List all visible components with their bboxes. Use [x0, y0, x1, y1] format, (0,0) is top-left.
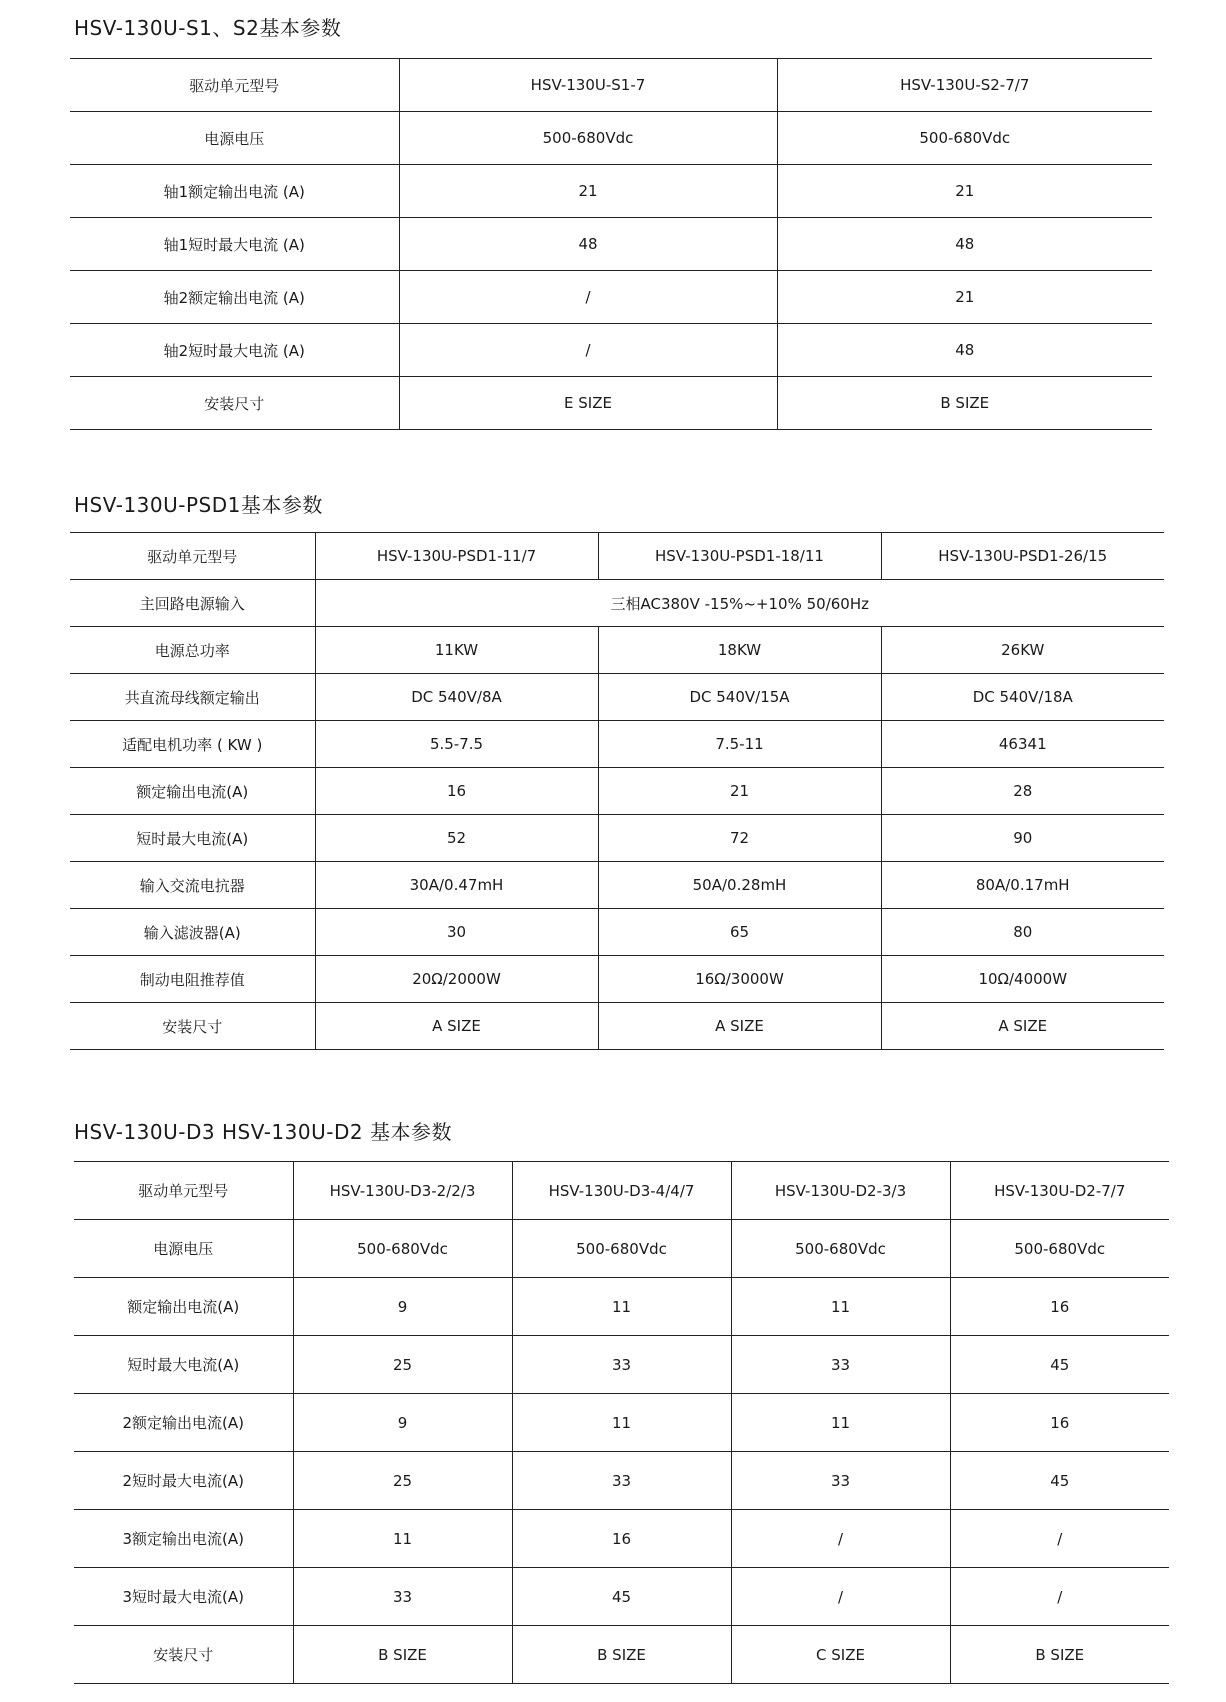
- param-value-cell: 21: [399, 165, 777, 218]
- param-label-cell: 短时最大电流(A): [70, 815, 315, 862]
- table-row: [74, 1162, 1169, 1220]
- param-value-cell: 25: [293, 1452, 512, 1510]
- param-value-cell: 21: [777, 271, 1152, 324]
- table-row: [70, 721, 1164, 768]
- param-value-cell: /: [731, 1510, 950, 1568]
- param-label-cell: 输入交流电抗器: [70, 862, 315, 909]
- section-title-d3-d2: HSV-130U-D3 HSV-130U-D2 基本参数: [74, 1120, 452, 1144]
- param-value-cell: 500-680Vdc: [512, 1220, 731, 1278]
- param-label-cell: 电源总功率: [70, 627, 315, 674]
- table-row: [74, 1452, 1169, 1510]
- param-label-cell: 轴1短时最大电流 (A): [70, 218, 399, 271]
- model-header-cell: HSV-130U-D3-4/4/7: [512, 1162, 731, 1220]
- section-title-psd1: HSV-130U-PSD1基本参数: [74, 493, 323, 517]
- param-value-cell: 30A/0.47mH: [315, 862, 598, 909]
- model-header-cell: HSV-130U-S1-7: [399, 59, 777, 112]
- param-value-cell: A SIZE: [598, 1003, 881, 1050]
- model-header-cell: HSV-130U-S2-7/7: [777, 59, 1152, 112]
- param-label-cell: 电源电压: [74, 1220, 293, 1278]
- param-value-cell: 30: [315, 909, 598, 956]
- param-label-cell: 输入滤波器(A): [70, 909, 315, 956]
- param-label-cell: 共直流母线额定输出: [70, 674, 315, 721]
- section-title-s1-s2: HSV-130U-S1、S2基本参数: [74, 16, 342, 40]
- param-value-cell: 50A/0.28mH: [598, 862, 881, 909]
- spec-table-psd1: [70, 532, 1164, 1050]
- param-value-cell: 16: [950, 1278, 1169, 1336]
- table-row: [70, 956, 1164, 1003]
- param-value-cell: 46341: [881, 721, 1164, 768]
- table-row: [70, 909, 1164, 956]
- param-value-cell: B SIZE: [777, 377, 1152, 430]
- model-header-cell: HSV-130U-D2-3/3: [731, 1162, 950, 1220]
- table-row: [74, 1278, 1169, 1336]
- table-row: [70, 377, 1152, 430]
- param-label-cell: 安装尺寸: [70, 1003, 315, 1050]
- param-label-cell: 额定输出电流(A): [70, 768, 315, 815]
- param-value-cell: B SIZE: [293, 1626, 512, 1684]
- param-value-cell: 90: [881, 815, 1164, 862]
- param-label-cell: 驱动单元型号: [70, 59, 399, 112]
- model-header-cell: HSV-130U-D3-2/2/3: [293, 1162, 512, 1220]
- param-value-cell: A SIZE: [881, 1003, 1164, 1050]
- param-label-cell: 适配电机功率 ( KW ): [70, 721, 315, 768]
- param-value-cell: 45: [950, 1452, 1169, 1510]
- param-label-cell: 安装尺寸: [74, 1626, 293, 1684]
- table-row: [70, 1003, 1164, 1050]
- param-value-cell: B SIZE: [512, 1626, 731, 1684]
- param-value-cell: DC 540V/8A: [315, 674, 598, 721]
- param-value-cell: 18KW: [598, 627, 881, 674]
- param-value-cell: /: [950, 1510, 1169, 1568]
- param-value-cell: 16: [512, 1510, 731, 1568]
- param-value-cell: /: [399, 271, 777, 324]
- param-value-cell: 10Ω/4000W: [881, 956, 1164, 1003]
- table-row: [70, 862, 1164, 909]
- param-value-cell: 48: [399, 218, 777, 271]
- param-value-cell: 72: [598, 815, 881, 862]
- param-value-cell: 33: [512, 1336, 731, 1394]
- param-label-cell: 制动电阻推荐值: [70, 956, 315, 1003]
- param-value-cell: 500-680Vdc: [731, 1220, 950, 1278]
- param-label-cell: 2额定输出电流(A): [74, 1394, 293, 1452]
- model-header-cell: HSV-130U-PSD1-11/7: [315, 533, 598, 580]
- param-value-cell: 65: [598, 909, 881, 956]
- table-row: [70, 533, 1164, 580]
- model-header-cell: HSV-130U-D2-7/7: [950, 1162, 1169, 1220]
- param-value-cell: 80: [881, 909, 1164, 956]
- param-value-cell: 9: [293, 1278, 512, 1336]
- param-value-cell: 16Ω/3000W: [598, 956, 881, 1003]
- param-value-cell: C SIZE: [731, 1626, 950, 1684]
- table-row: [70, 112, 1152, 165]
- table-row: [74, 1510, 1169, 1568]
- param-value-cell: /: [731, 1568, 950, 1626]
- table-row: [70, 768, 1164, 815]
- param-label-cell: 轴2短时最大电流 (A): [70, 324, 399, 377]
- param-value-cell: /: [950, 1568, 1169, 1626]
- param-value-cell: 80A/0.17mH: [881, 862, 1164, 909]
- table-row: [70, 324, 1152, 377]
- param-value-cell: DC 540V/18A: [881, 674, 1164, 721]
- param-label-cell: 驱动单元型号: [74, 1162, 293, 1220]
- param-value-cell: 三相AC380V -15%~+10% 50/60Hz: [315, 580, 1164, 627]
- table-row: [74, 1626, 1169, 1684]
- param-value-cell: /: [399, 324, 777, 377]
- table-row: [70, 580, 1164, 627]
- param-value-cell: 16: [315, 768, 598, 815]
- spec-table-s1-s2: [70, 58, 1152, 430]
- param-value-cell: 48: [777, 218, 1152, 271]
- table-row: [70, 815, 1164, 862]
- table-row: [70, 271, 1152, 324]
- param-value-cell: 33: [512, 1452, 731, 1510]
- param-value-cell: E SIZE: [399, 377, 777, 430]
- param-value-cell: 7.5-11: [598, 721, 881, 768]
- table-row: [70, 165, 1152, 218]
- table-row: [74, 1220, 1169, 1278]
- param-label-cell: 轴2额定输出电流 (A): [70, 271, 399, 324]
- param-label-cell: 3额定输出电流(A): [74, 1510, 293, 1568]
- param-value-cell: 45: [950, 1336, 1169, 1394]
- param-value-cell: 33: [731, 1452, 950, 1510]
- spec-table-d3-d2: [74, 1161, 1169, 1684]
- param-value-cell: 11: [293, 1510, 512, 1568]
- table-row: [74, 1568, 1169, 1626]
- param-value-cell: 500-680Vdc: [399, 112, 777, 165]
- model-header-cell: HSV-130U-PSD1-26/15: [881, 533, 1164, 580]
- table-row: [74, 1394, 1169, 1452]
- param-value-cell: 52: [315, 815, 598, 862]
- param-value-cell: 26KW: [881, 627, 1164, 674]
- param-value-cell: 500-680Vdc: [777, 112, 1152, 165]
- param-value-cell: 11KW: [315, 627, 598, 674]
- param-value-cell: 500-680Vdc: [950, 1220, 1169, 1278]
- param-value-cell: 33: [293, 1568, 512, 1626]
- param-label-cell: 电源电压: [70, 112, 399, 165]
- param-value-cell: 45: [512, 1568, 731, 1626]
- table-row: [70, 59, 1152, 112]
- param-value-cell: B SIZE: [950, 1626, 1169, 1684]
- table-row: [70, 674, 1164, 721]
- param-label-cell: 额定输出电流(A): [74, 1278, 293, 1336]
- table-row: [70, 218, 1152, 271]
- param-value-cell: 28: [881, 768, 1164, 815]
- table-row: [70, 627, 1164, 674]
- table-row: [74, 1336, 1169, 1394]
- param-value-cell: 20Ω/2000W: [315, 956, 598, 1003]
- param-value-cell: DC 540V/15A: [598, 674, 881, 721]
- param-value-cell: 5.5-7.5: [315, 721, 598, 768]
- param-label-cell: 短时最大电流(A): [74, 1336, 293, 1394]
- param-value-cell: 48: [777, 324, 1152, 377]
- param-value-cell: 11: [512, 1278, 731, 1336]
- param-value-cell: 25: [293, 1336, 512, 1394]
- param-value-cell: 11: [512, 1394, 731, 1452]
- param-value-cell: 21: [777, 165, 1152, 218]
- param-value-cell: 11: [731, 1278, 950, 1336]
- param-label-cell: 安装尺寸: [70, 377, 399, 430]
- param-value-cell: 11: [731, 1394, 950, 1452]
- param-label-cell: 轴1额定输出电流 (A): [70, 165, 399, 218]
- param-value-cell: 500-680Vdc: [293, 1220, 512, 1278]
- param-value-cell: 21: [598, 768, 881, 815]
- param-value-cell: A SIZE: [315, 1003, 598, 1050]
- param-label-cell: 3短时最大电流(A): [74, 1568, 293, 1626]
- param-value-cell: 33: [731, 1336, 950, 1394]
- model-header-cell: HSV-130U-PSD1-18/11: [598, 533, 881, 580]
- param-label-cell: 2短时最大电流(A): [74, 1452, 293, 1510]
- param-label-cell: 驱动单元型号: [70, 533, 315, 580]
- param-value-cell: 16: [950, 1394, 1169, 1452]
- param-label-cell: 主回路电源输入: [70, 580, 315, 627]
- param-value-cell: 9: [293, 1394, 512, 1452]
